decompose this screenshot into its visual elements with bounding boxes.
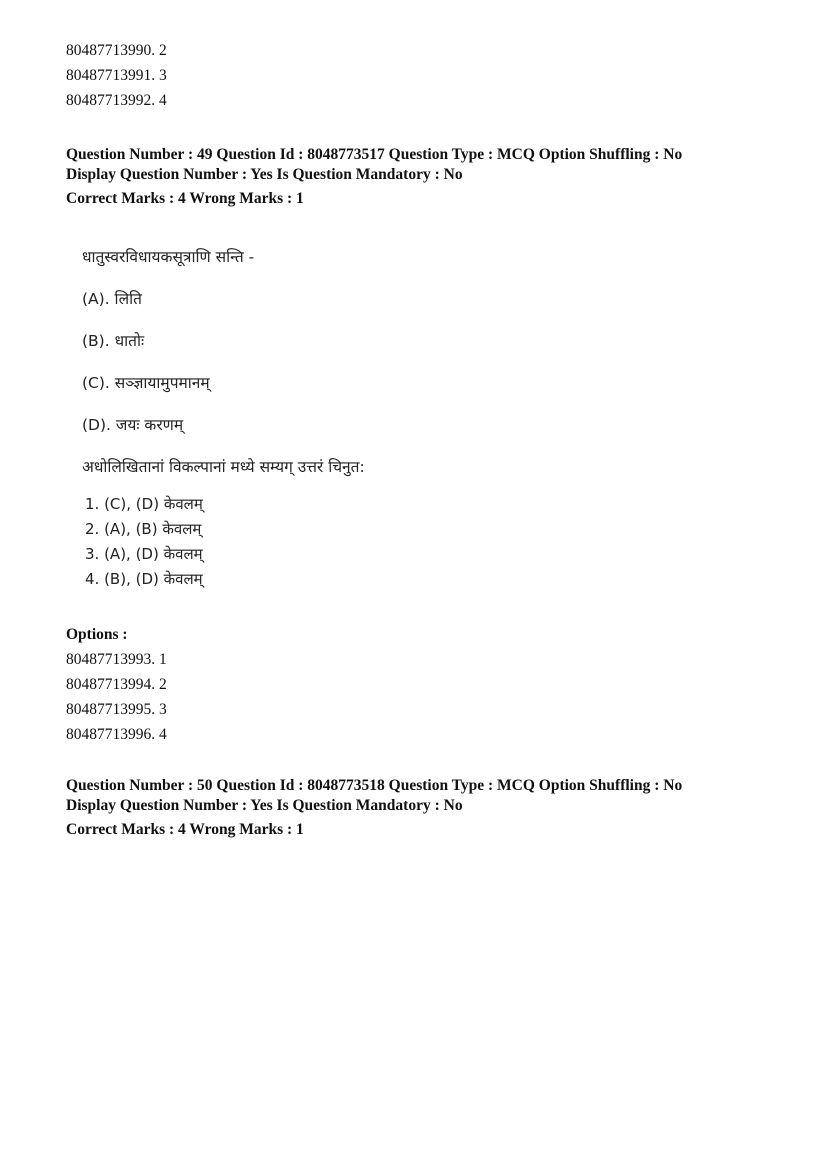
option-id: 80487713991. (66, 67, 156, 84)
option-row (66, 647, 167, 672)
option-row (66, 722, 167, 747)
option-id: 80487713996. (66, 726, 156, 743)
option-id: 80487713994. (66, 676, 156, 693)
question-meta-line: Display Question Number : Yes Is Question Mandatory : No (66, 797, 463, 814)
option-number: 4 (159, 726, 167, 743)
question-meta-line: Question Number : 50 Question Id : 8048773518 Question Type : MCQ Option Shuffling : No (66, 777, 683, 794)
option-id: 80487713992. (66, 92, 156, 109)
question-marks: Correct Marks : 4 Wrong Marks : 1 (66, 190, 304, 207)
question-instruction: अधोलिखितानां विकल्पानां मध्ये सम्यग् उत्तरं चिनुत: (82, 458, 365, 476)
option-row (66, 672, 167, 697)
question-statement: (A). लिति (82, 290, 142, 308)
previous-options-list (66, 38, 167, 113)
question-50-header (66, 776, 682, 842)
option-id: 80487713993. (66, 651, 156, 668)
option-row (66, 88, 167, 113)
option-row (66, 63, 167, 88)
option-number: 3 (159, 701, 167, 718)
question-statement: (B). धातोः (82, 332, 145, 350)
answer-choice: 1. (C), (D) केवलम् (85, 495, 203, 513)
question-49-options (66, 622, 167, 747)
question-stem: धातुस्वरविधायकसूत्राणि सन्ति - (82, 248, 255, 266)
option-id: 80487713995. (66, 701, 156, 718)
answer-choice: 4. (B), (D) केवलम् (85, 570, 203, 588)
question-statement: (C). सञ्ज्ञायामुपमानम् (82, 374, 210, 392)
option-id: 80487713990. (66, 42, 156, 59)
option-number: 2 (159, 676, 167, 693)
question-statement: (D). जयः करणम् (82, 416, 184, 434)
option-number: 3 (159, 67, 167, 84)
options-label: Options : (66, 626, 128, 643)
question-49-header (66, 145, 682, 211)
option-row (66, 697, 167, 722)
option-number: 2 (159, 42, 167, 59)
question-marks: Correct Marks : 4 Wrong Marks : 1 (66, 821, 304, 838)
question-49-body (82, 244, 365, 592)
option-row (66, 38, 167, 63)
option-number: 4 (159, 92, 167, 109)
answer-choices (82, 492, 365, 592)
question-meta-line: Display Question Number : Yes Is Question Mandatory : No (66, 166, 463, 183)
answer-choice: 2. (A), (B) केवलम् (85, 520, 202, 538)
answer-choice: 3. (A), (D) केवलम् (85, 545, 203, 563)
question-meta-line: Question Number : 49 Question Id : 8048773517 Question Type : MCQ Option Shuffling : No (66, 146, 683, 163)
option-number: 1 (159, 651, 167, 668)
